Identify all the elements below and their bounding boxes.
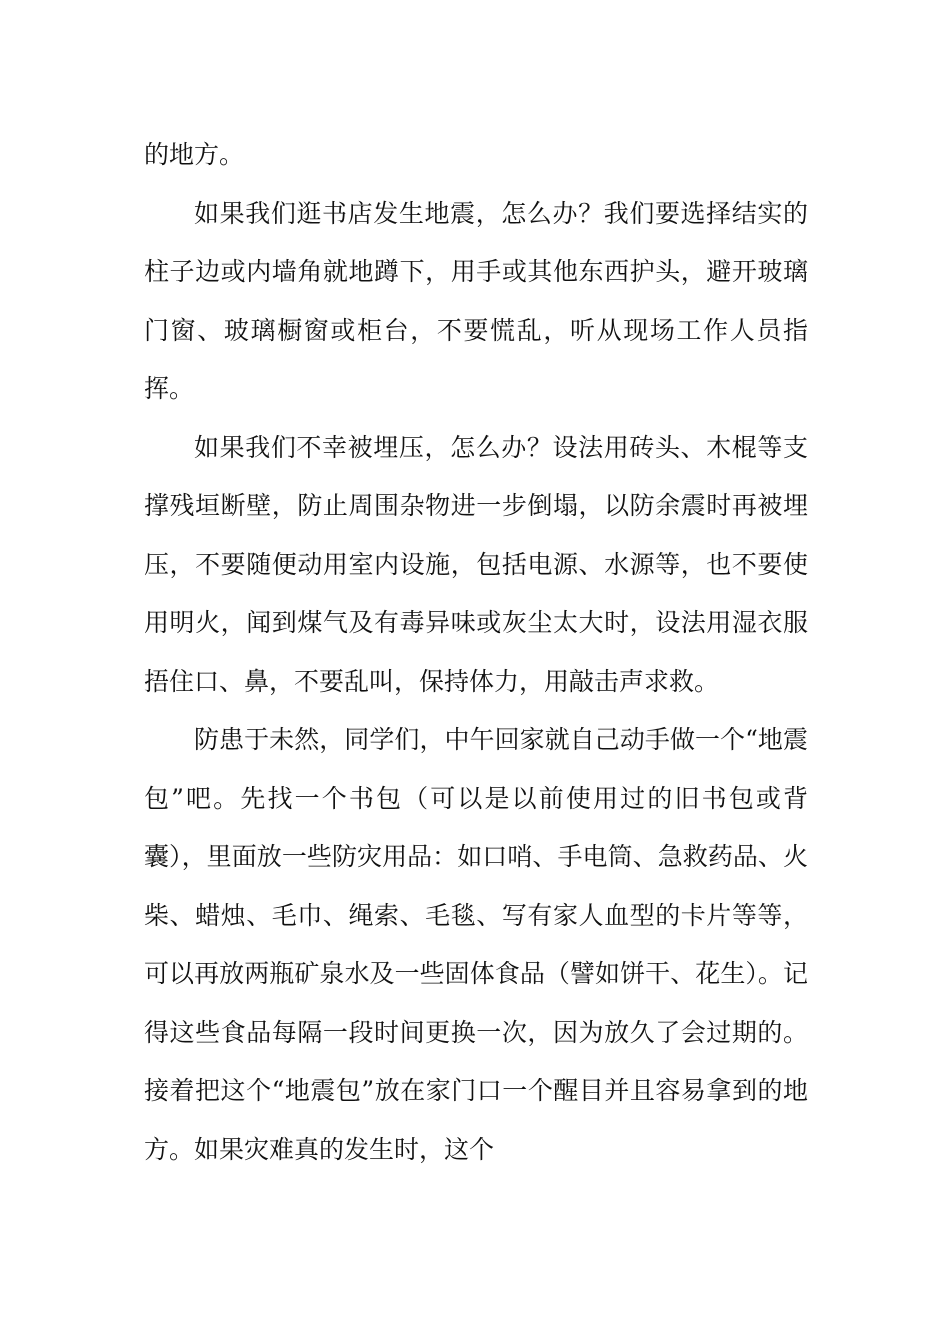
document-body [144,126,808,1179]
paragraph-continuation: 的地方。 [144,140,245,169]
paragraph-trapped-under-debris: 如果我们不幸被埋压，怎么办？设法用砖头、木棍等支撑残垣断壁，防止周围杂物进一步倒塌，以防余震时再被埋压，不要随便动用室内设施，包括电源、水源等，也不要使用明火，闻到煤气及有毒异味或灰尘太大时，设法用湿衣服捂住口、鼻，不要乱叫，保持体力，用敲击声求救。 [144,432,808,696]
paragraph-bookstore-earthquake: 如果我们逛书店发生地震，怎么办？我们要选择结实的柱子边或内墙角就地蹲下，用手或其他东西护头，避开玻璃门窗、玻璃橱窗或柜台，不要慌乱，听从现场工作人员指挥。 [144,198,808,403]
paragraph-earthquake-kit: 防患于未然，同学们，中午回家就自己动手做一个“地震包”吧。先找一个书包（可以是以前使用过的旧书包或背囊），里面放一些防灾用品：如口哨、手电筒、急救药品、火柴、蜡烛、毛巾、绳索、毛毯、写有家人血型的卡片等等，可以再放两瓶矿泉水及一些固体食品（譬如饼干、花生）。记得这些食品每隔一段时间更换一次，因为放久了会过期的。接着把这个“地震包”放在家门口一个醒目并且容易拿到的地方。如果灾难真的发生时，这个 [144,725,808,1164]
